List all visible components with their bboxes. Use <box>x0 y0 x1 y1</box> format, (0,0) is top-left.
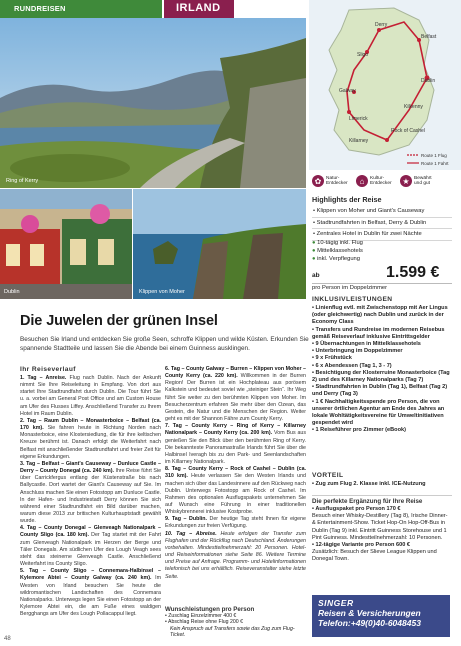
inclusive-item: • 1 Reiseführer pro Zimmer (eBook) <box>312 427 406 434</box>
map-legend: Route 1 Fahrt <box>421 161 449 166</box>
fact-item: 10-tägig inkl. Flug <box>317 240 363 246</box>
map-label: Galway <box>339 88 356 94</box>
itinerary-day: 4. Tag – County Donegal – Glenveagh Nationalpark – County Sligo (ca. 180 km). Der Tag startet mit der Fahrt zum Glenveagh Nationalpark im Herzen der Berge und Täler Donegals. Am südlichen Ufer des Lough Veagh sees steht das steinerne Glenveagh Castle. Anschließend Weiterfahrt ins County Sligo. <box>20 525 162 568</box>
map-label: Rock of Cashel <box>391 128 425 134</box>
itinerary-day: 5. Tag – County Sligo – Connemara-Halbinsel – Kylemore Abtei – County Galway (ca. 240 km). Im Westen von Irland besuchen Sie heute die wildromantischen Landschaften des Connemara Nationalparks. Unterwegs legen Sie einen Fotostopp an der Kylemore Abtei ein, die am Fuße eines waldigen Bergghangs am Ufer des Lough Pollacappul liegt. <box>20 568 161 618</box>
itinerary-day: 3. Tag – Belfast – Giant's Causeway – Dunluce Castle – Derry – County Donegal (ca. 240 km). Ihre Reise führt Sie über Carrickfergus entlang der Küstenstraße bis nach Ballycastle. Dort wartet der Giant's Causeway auf Sie. Im Anschluss machen Sie einen Fotostopp am Dunluce Castle. In der Hafen- und Industriestadt Derry können Sie sich während einer Stadtrundfahrt ein Bild darüber machen, warum diese 2013 zur britischen Kulturhauptstadt gewählt wurde. <box>20 460 162 525</box>
itinerary-day: 7. Tag – County Kerry – Ring of Kerry – Killarney Nationalpark – County Kerry (ca. 200 km). Vom Bus aus genießen Sie den Blick über den berühmten Ring of Kerry. Die bekannteste Panoramastraße Irlands führt Sie über die Halbinsel Iveragh bis zu den Park- und Seenlandschaften im Killarney Nationalpark. <box>165 423 306 466</box>
dublin-photo <box>0 189 132 299</box>
wishes-title: Wunschleistungen pro Person <box>165 606 255 613</box>
nature-icon: ✿ <box>312 175 324 187</box>
ring-of-kerry-caption: Ring of Kerry <box>6 178 39 184</box>
map-label: Belfast <box>421 34 437 40</box>
ad-phone: Telefon:+49(0)40-6048453 <box>318 618 421 628</box>
highlights-title: Highlights der Reise <box>312 195 382 204</box>
price-prefix: ab <box>312 272 320 279</box>
proven-label: Bewährt und gut <box>414 175 432 186</box>
map-label: Sligo <box>357 52 369 58</box>
inclusive-item: • 1 € Nachhaltigkeitsspende pro Person, die von unserer örtlichen Agentur am Ende des Jahres an lokale Wohltätigkeitsvereine für Umweltinitiativen gespendet wird <box>312 398 445 427</box>
inclusive-list <box>312 305 452 435</box>
inclusive-item: • 6 x Abendessen (Tag 1, 3 - 7) <box>312 362 392 369</box>
intro-text: Besuchen Sie Irland und entdecken Sie große Seen, schroffe Klippen und wilde Küsten. Erkunden Sie spannende Stadtteile und lassen Sie die Abende bei einem Guinness ausklingen. <box>20 336 309 352</box>
highlight-item: • Stadtrundfahrten in Belfast, Derry & Dublin <box>312 218 452 230</box>
agency-ad <box>312 595 450 637</box>
facts-list: ● 10-tägig inkl. Flug ● Mittelklassehotels ● inkl. Verpflegung <box>312 240 363 262</box>
culture-label: Kultur-Entdecker <box>370 175 392 186</box>
wish-item: • Abschlag Reise ohne Flug 200 € <box>165 619 243 626</box>
itinerary-title: Ihr Reiseverlauf <box>20 366 76 373</box>
inclusive-item: • Unterbringung im Doppelzimmer <box>312 348 403 355</box>
itinerary-day: 10. Tag – Abreise. Heute erfolgen der Transfer zum Flughafen und der Rückflug nach Deutschland. Änderungen vorbehalten. Mindestteilnehmerzahl: 20 Personen. Hotel- und Reiseinformationen siehe Seite 86. Weitere Termine und Preise auf Anfrage. Programm- und Hotelinformationen telefonisch bei uns erhältlich. Reiseveranstalter siehe letzte Seite. <box>165 530 306 580</box>
proven-icon: ★ <box>400 175 412 187</box>
nature-label: Natur-Entdecker <box>326 175 348 186</box>
extras-item: • Ausflugspaket pro Person 170 € Besuch einer Whisky-Destillery (Tag 8), Irische Dinner- & Entertainment-Show. Ticket Hop-On Hop-Off-Bus in Dublin (Tag 9) inkl. Eintritt Guinness Storehouse und 1 Pint Guinness. Mindestteilnehmerzahl: 10 Personen. <box>312 506 448 541</box>
fact-item: inkl. Verpflegung <box>317 255 361 262</box>
culture-icon: ⌂ <box>356 175 368 187</box>
map-legend: Route 1 Flug <box>421 153 447 158</box>
ad-brand: SINGER <box>318 598 354 608</box>
inclusive-item: • Linienflug evtl. mit Zwischenstopp mit Aer Lingus (oder gleichwertig) nach Dublin und zurück in der Economy Class <box>312 305 448 326</box>
ring-of-kerry-photo <box>0 18 306 188</box>
page-title: Die Juwelen der grünen Insel <box>20 313 218 329</box>
wish-item: Kein Anspruch auf Transfers sowie das Zug zum Flug-Ticket. <box>170 625 295 639</box>
map-label: Killarney <box>349 138 369 144</box>
ad-line: Reisen & Versicherungen <box>318 608 421 618</box>
vorteil-item: • Zug zum Flug 2. Klasse inkl. ICE-Nutzung <box>312 481 426 487</box>
wish-item: • Zuschlag Einzelzimmer 400 € <box>165 613 237 619</box>
highlight-item: • Klippen von Moher und Giant's Causeway <box>312 206 452 218</box>
fact-item: Mittelklassehotels <box>317 247 363 254</box>
cliffs-of-moher-photo <box>133 189 306 299</box>
itinerary-day: 8. Tag – County Kerry – Rock of Cashel – Dublin (ca. 310 km). Heute verlassen Sie den Westen Irlands und machen sich über das Landesinnere auf den Rückweg nach Dublin. Unterwegs Fotostopp am Rock of Cashel. Im Rahmen des optionalen Ausflugspakets unternehmen Sie auf Wunsch eine Führung in einer traditionellen Whiskybrennerei inklusive Kostprobe. <box>165 466 306 516</box>
extras-item: • 12-tägige Variante pro Person 600 € Zusätzlich: Besuch der Slieve League Klippen und Donegal Town. <box>312 542 437 563</box>
inclusive-item: • 9 Übernachtungen in Mittelklassehotels <box>312 341 421 348</box>
proven-badge <box>400 172 438 190</box>
extras-title: Die perfekte Ergänzung für Ihre Reise <box>312 495 452 505</box>
map-label: Kilkenny <box>404 104 423 110</box>
page-number: 48 <box>4 636 11 642</box>
highlight-item: • Zentrales Hotel in Dublin für zwei Nächte <box>312 229 452 241</box>
map-label: Derry <box>375 22 388 28</box>
cliffs-caption: Klippen von Moher <box>139 289 185 295</box>
extras-list <box>312 506 452 564</box>
dublin-caption: Dublin <box>4 289 20 295</box>
itinerary-column-2 <box>165 366 306 581</box>
itinerary-day: 2. Tag – Raum Dublin – Monasterboice – Belfast (ca. 170 km). Sie fahren heute in Richtung Norden nach Monasterboice, eine Klostersiedlung, die für ihre keltischen Kreuze berühmt ist. Danach erfolgt die Weiterfahrt nach Belfast mit anschließender Stadtrundfahrt und freier Zeit für eigene Erkundungen. <box>20 417 162 460</box>
inclusive-title: INKLUSIVLEISTUNGEN <box>312 296 393 303</box>
country-heading: IRLAND <box>164 0 234 18</box>
vorteil-title: VORTEIL <box>312 472 344 479</box>
inclusive-item: • Transfers und Rundreise im modernen Reisebus gemäß Reiseverlauf inklusive Eintrittsgelder <box>312 326 445 340</box>
section-tag: RUNDREISEN <box>0 0 162 18</box>
highlights-box <box>312 195 452 241</box>
nature-badge <box>312 172 350 190</box>
map-label: Dublin <box>421 78 436 84</box>
route-map <box>309 0 461 170</box>
price-note: pro Person im Doppelzimmer <box>312 283 452 291</box>
inclusive-item: • Stadtrundfahrten in Dublin (Tag 1), Belfast (Tag 2) und Derry (Tag 3) <box>312 384 448 398</box>
itinerary-day: 9. Tag – Dublin. Der heutige Tag steht Ihnen für eigene Erkundungen zur freien Verfügung. <box>165 516 306 530</box>
wishes-box <box>165 606 306 639</box>
culture-badge <box>356 172 394 190</box>
itinerary-day: 1. Tag – Anreise. Flug nach Dublin. Nach der Ankunft nimmt Sie Ihre Reiseleitung in Empfang. Von dort aus startet Ihre Stadtrundfahrt durch Dublin. Die Tour führt Sie u. a. vorbei am General Post Office und am Custom House am Ufer des Flusses Liffey. Anschließend Transfer zu Ihrem Hotel im Raum Dublin. <box>20 375 161 417</box>
itinerary-column-1 <box>20 375 161 618</box>
inclusive-item: • Besichtigung der Klosterruine Monasterboice (Tag 2) und des Killarney Nationalparks (Tag 7) <box>312 369 450 384</box>
itinerary-day: 6. Tag – County Galway – Burren – Klippen von Moher – County Kerry (ca. 220 km). Willkommen in der Burren Region! Der Burren ist ein Hochplateau aus porösem Kalkstein und bedeutet soviel wie „steiniger Stein“. Ihr Weg führt Sie weiter zu den berühmten Klippen von Moher. Im Besucherzentrum erfahren Sie mehr über den Ozean, das Gestein, die Natur und die Menschen der Region. Weiter geht es mit der Shannon Fähre zum County Kerry. <box>165 366 307 423</box>
map-label: Limerick <box>349 116 368 122</box>
inclusive-item: • 9 x Frühstück <box>312 355 352 362</box>
price-amount: 1.599 € <box>386 264 440 281</box>
